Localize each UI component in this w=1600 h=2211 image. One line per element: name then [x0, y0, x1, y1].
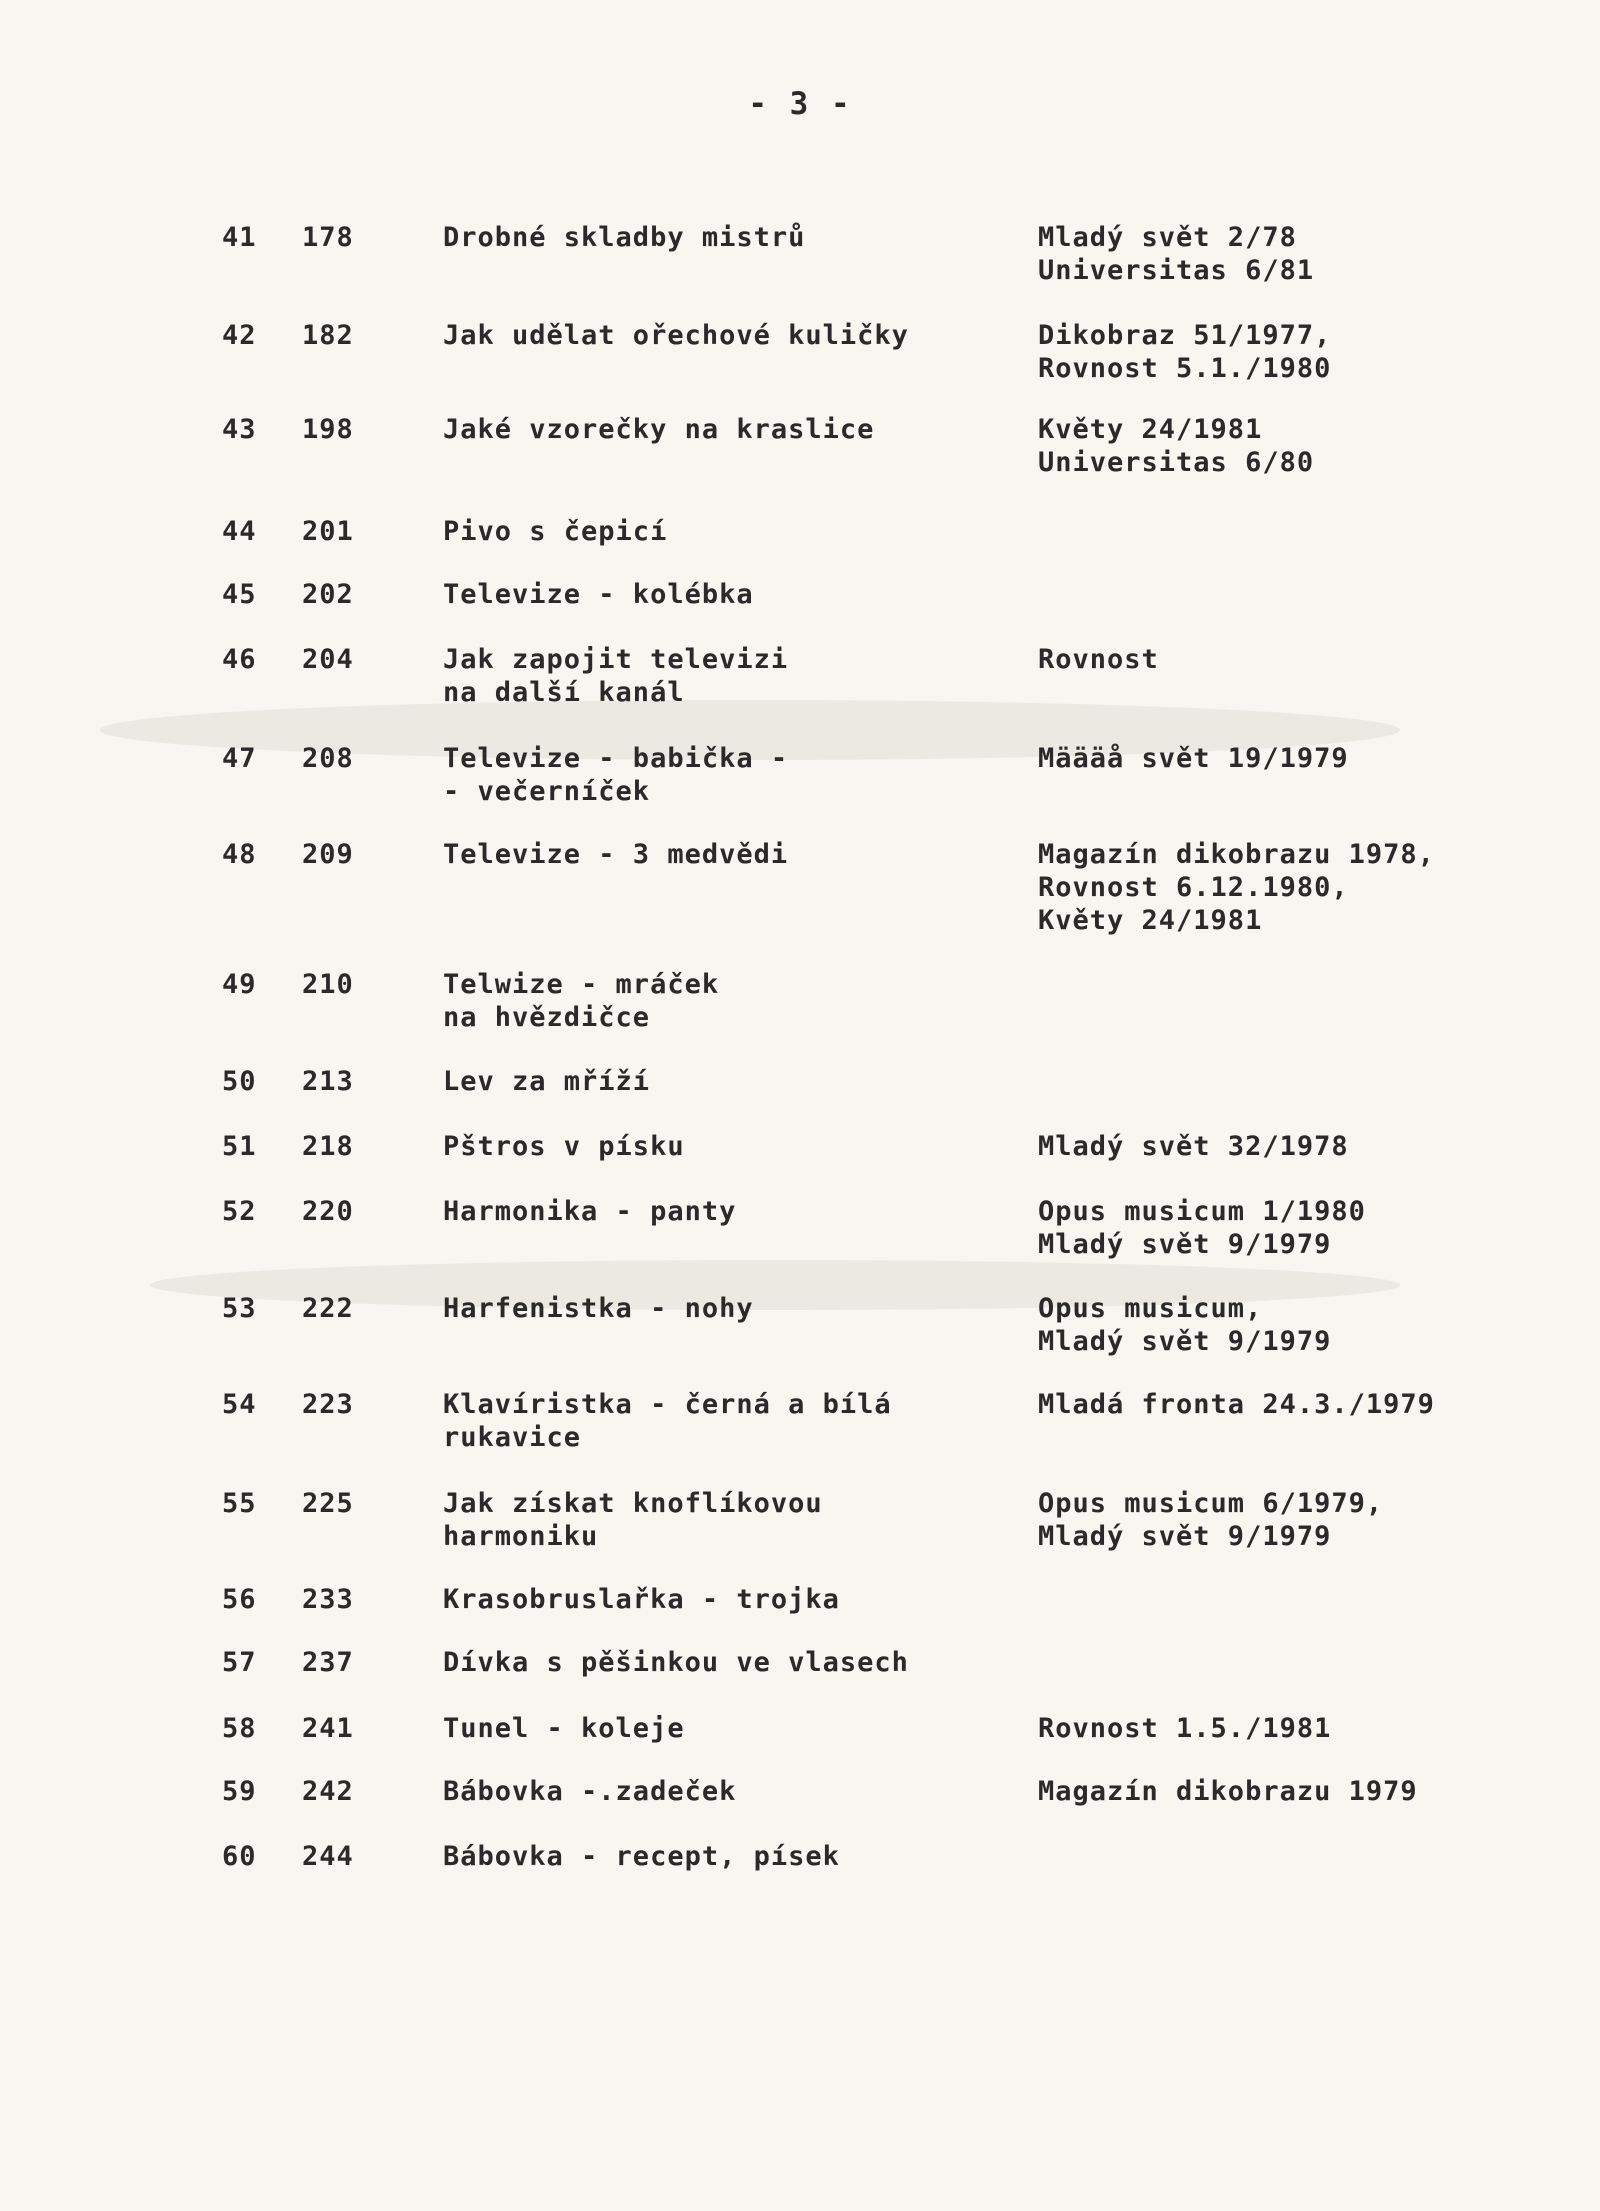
entry-number: 48: [222, 839, 257, 870]
entry-page: 213: [302, 1066, 354, 1097]
entry-title: [443, 1065, 1023, 1098]
entry-page: 208: [302, 743, 354, 774]
entry-source-line: Mladý svět 9/1979: [1038, 1326, 1332, 1357]
entry-page: 222: [302, 1293, 354, 1324]
entry-title-line: na další kanál: [443, 677, 685, 708]
entry-page: 218: [302, 1131, 354, 1162]
entry-number: 53: [222, 1293, 257, 1324]
entry-source: [1038, 1195, 1578, 1261]
entry-title: [443, 1646, 1023, 1679]
entry-title: [443, 838, 1023, 871]
entry-source-line: Mladý svět 2/78: [1038, 222, 1297, 253]
entry-number: 43: [222, 414, 257, 445]
entry-page: 233: [302, 1584, 354, 1615]
entry-source-line: Määäå svět 19/1979: [1038, 743, 1349, 774]
entry-title-line: Jak udělat ořechové kuličky: [443, 320, 909, 351]
entry-title-line: Telwize - mráček: [443, 969, 720, 1000]
entry-source-line: Mladá fronta 24.3./1979: [1038, 1389, 1435, 1420]
entry-page: 241: [302, 1713, 354, 1744]
entry-source: [1038, 1712, 1578, 1745]
entry-title: [443, 1487, 1023, 1553]
entry-title: [443, 413, 1023, 446]
entry-title-line: harmoniku: [443, 1521, 599, 1552]
entry-page: 220: [302, 1196, 354, 1227]
entry-title-line: - večerníček: [443, 776, 651, 807]
entry-source: [1038, 1130, 1578, 1163]
entry-title-line: Televize - babička -: [443, 743, 789, 774]
entry-title: [443, 1388, 1023, 1454]
entry-title: [443, 742, 1023, 808]
entry-title-line: Klavíristka - černá a bílá: [443, 1389, 892, 1420]
entry-number: 57: [222, 1647, 257, 1678]
entry-title-line: Drobné skladby mistrů: [443, 222, 806, 253]
entry-page: 209: [302, 839, 354, 870]
entry-page: 210: [302, 969, 354, 1000]
entry-title: [443, 968, 1023, 1034]
entry-number: 59: [222, 1776, 257, 1807]
entry-title-line: rukavice: [443, 1422, 582, 1453]
entry-source-line: Mladý svět 9/1979: [1038, 1229, 1332, 1260]
entry-source: [1038, 413, 1578, 479]
entry-source: [1038, 1388, 1578, 1421]
entry-page: 178: [302, 222, 354, 253]
entry-page: 242: [302, 1776, 354, 1807]
entry-page: 198: [302, 414, 354, 445]
entry-title: [443, 1130, 1023, 1163]
entry-number: 41: [222, 222, 257, 253]
entry-number: 44: [222, 516, 257, 547]
entry-title-line: Pivo s čepicí: [443, 516, 668, 547]
entry-page: 223: [302, 1389, 354, 1420]
entry-title-line: na hvězdičce: [443, 1002, 651, 1033]
entry-source-line: Mladý svět 32/1978: [1038, 1131, 1349, 1162]
entry-page: 225: [302, 1488, 354, 1519]
entry-page: 204: [302, 644, 354, 675]
entry-number: 50: [222, 1066, 257, 1097]
entry-source: [1038, 1292, 1578, 1358]
entry-title-line: Televize - 3 medvědi: [443, 839, 789, 870]
entry-source-line: Magazín dikobrazu 1979: [1038, 1776, 1418, 1807]
entry-page: 202: [302, 579, 354, 610]
entry-source: [1038, 742, 1578, 775]
entry-title-line: Pštros v písku: [443, 1131, 685, 1162]
entry-title: [443, 1195, 1023, 1228]
entry-source-line: Universitas 6/81: [1038, 255, 1315, 286]
entry-title: [443, 1583, 1023, 1616]
entry-source: [1038, 643, 1578, 676]
entry-number: 52: [222, 1196, 257, 1227]
entry-title: [443, 1292, 1023, 1325]
entry-source: [1038, 221, 1578, 287]
entry-source-line: Rovnost 1.5./1981: [1038, 1713, 1332, 1744]
entry-source-line: Opus musicum 6/1979,: [1038, 1488, 1384, 1519]
entry-number: 60: [222, 1841, 257, 1872]
entry-title: [443, 1775, 1023, 1808]
entry-page: 182: [302, 320, 354, 351]
entry-title: [443, 515, 1023, 548]
entry-source-line: Mladý svět 9/1979: [1038, 1521, 1332, 1552]
entry-source-line: Universitas 6/80: [1038, 447, 1315, 478]
entry-source-line: Opus musicum,: [1038, 1293, 1263, 1324]
entry-title-line: Tunel - koleje: [443, 1713, 685, 1744]
entry-number: 56: [222, 1584, 257, 1615]
entry-source: [1038, 1487, 1578, 1553]
entry-title: [443, 578, 1023, 611]
entry-title-line: Bábovka - recept, písek: [443, 1841, 840, 1872]
entry-number: 45: [222, 579, 257, 610]
entry-number: 55: [222, 1488, 257, 1519]
entry-title: [443, 319, 1023, 352]
entry-source-line: Květy 24/1981: [1038, 414, 1263, 445]
entry-source-line: Rovnost 6.12.1980,: [1038, 872, 1349, 903]
entry-title-line: Bábovka -.zadeček: [443, 1776, 737, 1807]
entry-page: 244: [302, 1841, 354, 1872]
page-number: - 3 -: [748, 86, 852, 122]
entry-page: 201: [302, 516, 354, 547]
entry-title: [443, 1840, 1023, 1873]
entry-source: [1038, 838, 1578, 937]
entry-number: 46: [222, 644, 257, 675]
entry-title-line: Harmonika - panty: [443, 1196, 737, 1227]
entry-source: [1038, 319, 1578, 385]
entry-title: [443, 643, 1023, 709]
entry-source-line: Dikobraz 51/1977,: [1038, 320, 1332, 351]
entry-title-line: Jak zapojit televizi: [443, 644, 789, 675]
entry-title-line: Krasobruslařka - trojka: [443, 1584, 840, 1615]
entry-source-line: Rovnost: [1038, 644, 1159, 675]
entry-number: 42: [222, 320, 257, 351]
entry-title-line: Lev za mříží: [443, 1066, 651, 1097]
entry-page: 237: [302, 1647, 354, 1678]
entry-number: 54: [222, 1389, 257, 1420]
entry-source-line: Květy 24/1981: [1038, 905, 1263, 936]
entry-title-line: Dívka s pěšinkou ve vlasech: [443, 1647, 909, 1678]
entry-number: 51: [222, 1131, 257, 1162]
entry-title-line: Televize - kolébka: [443, 579, 754, 610]
entry-number: 47: [222, 743, 257, 774]
entry-title-line: Harfenistka - nohy: [443, 1293, 754, 1324]
entry-title-line: Jaké vzorečky na kraslice: [443, 414, 875, 445]
entry-title: [443, 221, 1023, 254]
entry-title-line: Jak získat knoflíkovou: [443, 1488, 823, 1519]
entry-number: 49: [222, 969, 257, 1000]
entry-source-line: Rovnost 5.1./1980: [1038, 353, 1332, 384]
entry-title: [443, 1712, 1023, 1745]
entry-source-line: Magazín dikobrazu 1978,: [1038, 839, 1435, 870]
entry-source: [1038, 1775, 1578, 1808]
entry-source-line: Opus musicum 1/1980: [1038, 1196, 1366, 1227]
entry-number: 58: [222, 1713, 257, 1744]
